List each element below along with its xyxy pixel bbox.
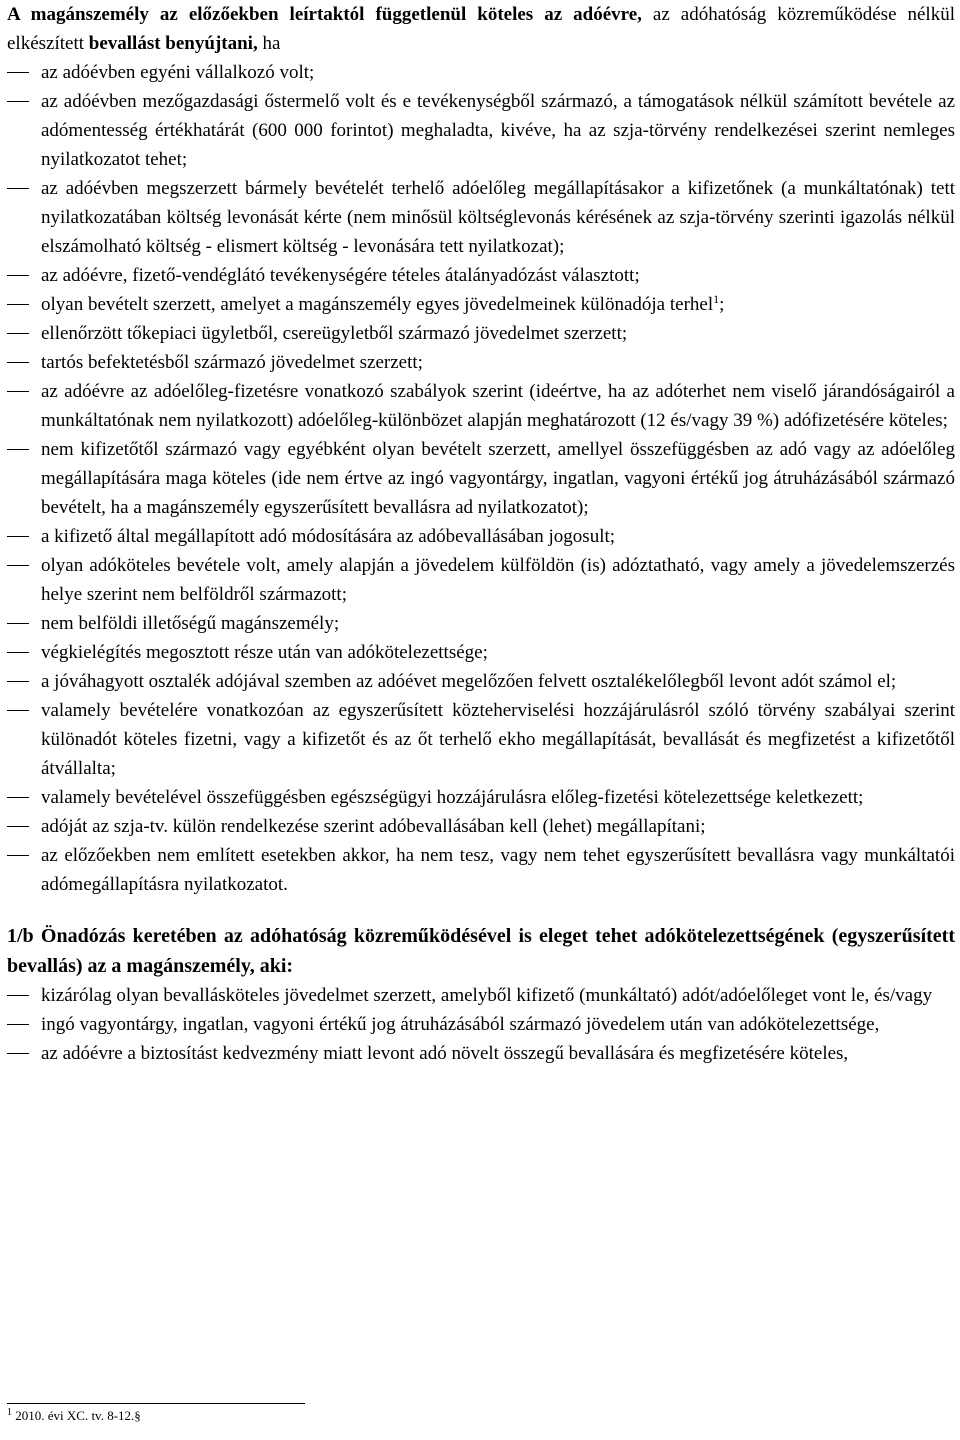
condition-list-item (7, 609, 955, 638)
intro-mid-bold: bevallást benyújtani, (88, 33, 258, 54)
document-page (7, 0, 955, 1068)
condition-text-tail: ; (719, 294, 725, 315)
dash-bullet-icon (7, 101, 29, 102)
condition-list-item (7, 696, 955, 783)
condition-list-item (7, 377, 955, 435)
footnote-number: 1 (7, 1407, 12, 1418)
condition-list-item (7, 174, 955, 261)
dash-bullet-icon (7, 995, 29, 996)
condition-text: olyan adóköteles bevétele volt, amely alapján a jövedelem külföldön (is) adóztatható, vagy amely a jövedelemszerzés helye szerint nem belföldről származott; (41, 555, 955, 605)
dash-bullet-icon (7, 1024, 29, 1025)
condition-list-item (7, 522, 955, 551)
condition-text: az előzőekben nem említett esetekben akkor, ha nem tesz, vagy nem tehet egyszerűsített bevallásra vagy munkáltatói adómegállapításra nyilatkozatot. (41, 845, 955, 895)
conditions-list (7, 58, 955, 899)
dash-bullet-icon (7, 623, 29, 624)
condition-list-item (7, 841, 955, 899)
condition-list-item (7, 812, 955, 841)
condition-text: adóját az szja-tv. külön rendelkezése szerint adóbevallásában kell (lehet) megállapítani; (41, 816, 706, 837)
condition-text: nem belföldi illetőségű magánszemély; (41, 613, 340, 634)
dash-bullet-icon (7, 72, 29, 73)
condition-list-item (7, 551, 955, 609)
dash-bullet-icon (7, 797, 29, 798)
condition-text: az adóévre, fizető-vendéglátó tevékenységére tételes átalányadózást választott; (41, 265, 640, 286)
condition-text: valamely bevételére vonatkozóan az egyszerűsített közteherviselési hozzájárulásról szóló törvény szabályai szerint különadót köteles fizetni, vagy a kifizetőt és az őt terhelő ekho megállapítását, bevallását és megfizetést a kifizetőtől átvállalta; (41, 700, 955, 779)
condition-text: nem kifizetőtől származó vagy egyébként olyan bevételt szerzett, amellyel összefüggésben az adó vagy az adóelőleg megállapítására maga köteles (ide nem értve az ingó vagyontárgy, ingatlan, vagyoni értékű jog átruházásából származó bevételt, ha a magánszemély egyszerűsített bevallásra ad nyilatkozatot); (41, 439, 955, 518)
dash-bullet-icon (7, 681, 29, 682)
condition-text: a kifizető által megállapított adó módosítására az adóbevallásában jogosult; (41, 526, 616, 547)
section-1b-text: az adóévre a biztosítást kedvezmény miatt levont adó növelt összegű bevallására és megfizetésére köteles, (41, 1043, 849, 1064)
intro-tail: ha (257, 33, 281, 54)
dash-bullet-icon (7, 449, 29, 450)
dash-bullet-icon (7, 536, 29, 537)
dash-bullet-icon (7, 275, 29, 276)
section-1b-list-item (7, 1039, 955, 1068)
intro-lead: A magánszemély az előzőekben leírtaktól függetlenül köteles az adóévre, (7, 4, 642, 25)
dash-bullet-icon (7, 333, 29, 334)
condition-list-item (7, 435, 955, 522)
condition-list-item (7, 261, 955, 290)
condition-text: ellenőrzött tőkepiaci ügyletből, csereügyletből származó jövedelmet szerzett; (41, 323, 628, 344)
condition-list-item (7, 87, 955, 174)
section-1b-heading: 1/b Önadózás keretében az adóhatóság közreműködésével is eleget tehet adókötelezettségének (egyszerűsített bevallás) az a magánszemély, aki: (7, 925, 955, 977)
condition-text: tartós befektetésből származó jövedelmet szerzett; (41, 352, 423, 373)
dash-bullet-icon (7, 855, 29, 856)
dash-bullet-icon (7, 652, 29, 653)
footnote-divider (7, 1403, 305, 1404)
condition-list-item (7, 348, 955, 377)
section-1b-list-item (7, 981, 955, 1010)
dash-bullet-icon (7, 565, 29, 566)
condition-text: az adóévben egyéni vállalkozó volt; (41, 62, 315, 83)
condition-text: az adóévben mezőgazdasági őstermelő volt és e tevékenységből származó, a támogatások nélkül számított bevétele az adómentesség értékhatárát (600 000 forintot) meghaladta, kivéve, ha az szja-törvény rendelkezései szerint nemleges nyilatkozatot tehet; (41, 91, 955, 170)
dash-bullet-icon (7, 304, 29, 305)
dash-bullet-icon (7, 826, 29, 827)
dash-bullet-icon (7, 362, 29, 363)
section-1b-list (7, 981, 955, 1068)
condition-text: olyan bevételt szerzett, amelyet a magánszemély egyes jövedelmeinek különadója terhel (41, 294, 714, 315)
section-1b-list-item (7, 1010, 955, 1039)
condition-list-item (7, 58, 955, 87)
dash-bullet-icon (7, 1053, 29, 1054)
dash-bullet-icon (7, 391, 29, 392)
condition-list-item (7, 638, 955, 667)
condition-text: az adóévre az adóelőleg-fizetésre vonatkozó szabályok szerint (ideértve, ha az adóterhet nem viselő járandóságairól a munkáltatónak nem nyilatkozott) adóelőleg-különbözet alapján meghatározott (12 és/vagy 39 %) adófizetésére köteles; (41, 381, 955, 431)
condition-text: végkielégítés megosztott része után van adókötelezettsége; (41, 642, 488, 663)
footnote (7, 1407, 141, 1425)
condition-list-item (7, 319, 955, 348)
dash-bullet-icon (7, 188, 29, 189)
intro-mid: az adóhatóság közreműködése nélkül elkészített (7, 4, 955, 54)
condition-list-item (7, 667, 955, 696)
condition-text: valamely bevételével összefüggésben egészségügyi hozzájárulásra előleg-fizetési kötelezettsége keletkezett; (41, 787, 864, 808)
condition-text: a jóváhagyott osztalék adójával szemben az adóévet megelőzően felvett osztalékelőlegből levont adót számol el; (41, 671, 897, 692)
dash-bullet-icon (7, 710, 29, 711)
intro-paragraph (7, 0, 955, 58)
section-1b-text: kizárólag olyan bevallásköteles jövedelmet szerzett, amelyből kifizető (munkáltató) adót/adóelőleget vont le, és/vagy (41, 985, 933, 1006)
condition-text: az adóévben megszerzett bármely bevételét terhelő adóelőleg megállapításakor a kifizetőnek (a munkáltatónak) tett nyilatkozatában költség levonását kérte (nem minősül költséglevonás kérésének az szja-törvény szerinti igazolás nélkül elszámolható költség - elismert költség - levonására tett nyilatkozat); (41, 178, 955, 257)
footnote-text: 2010. évi XC. tv. 8-12.§ (12, 1408, 141, 1423)
condition-list-item (7, 290, 955, 319)
condition-list-item (7, 783, 955, 812)
footnote-reference: 1 (713, 292, 720, 306)
section-1b-text: ingó vagyontárgy, ingatlan, vagyoni értékű jog átruházásából származó jövedelem után van adókötelezettsége, (41, 1014, 880, 1035)
